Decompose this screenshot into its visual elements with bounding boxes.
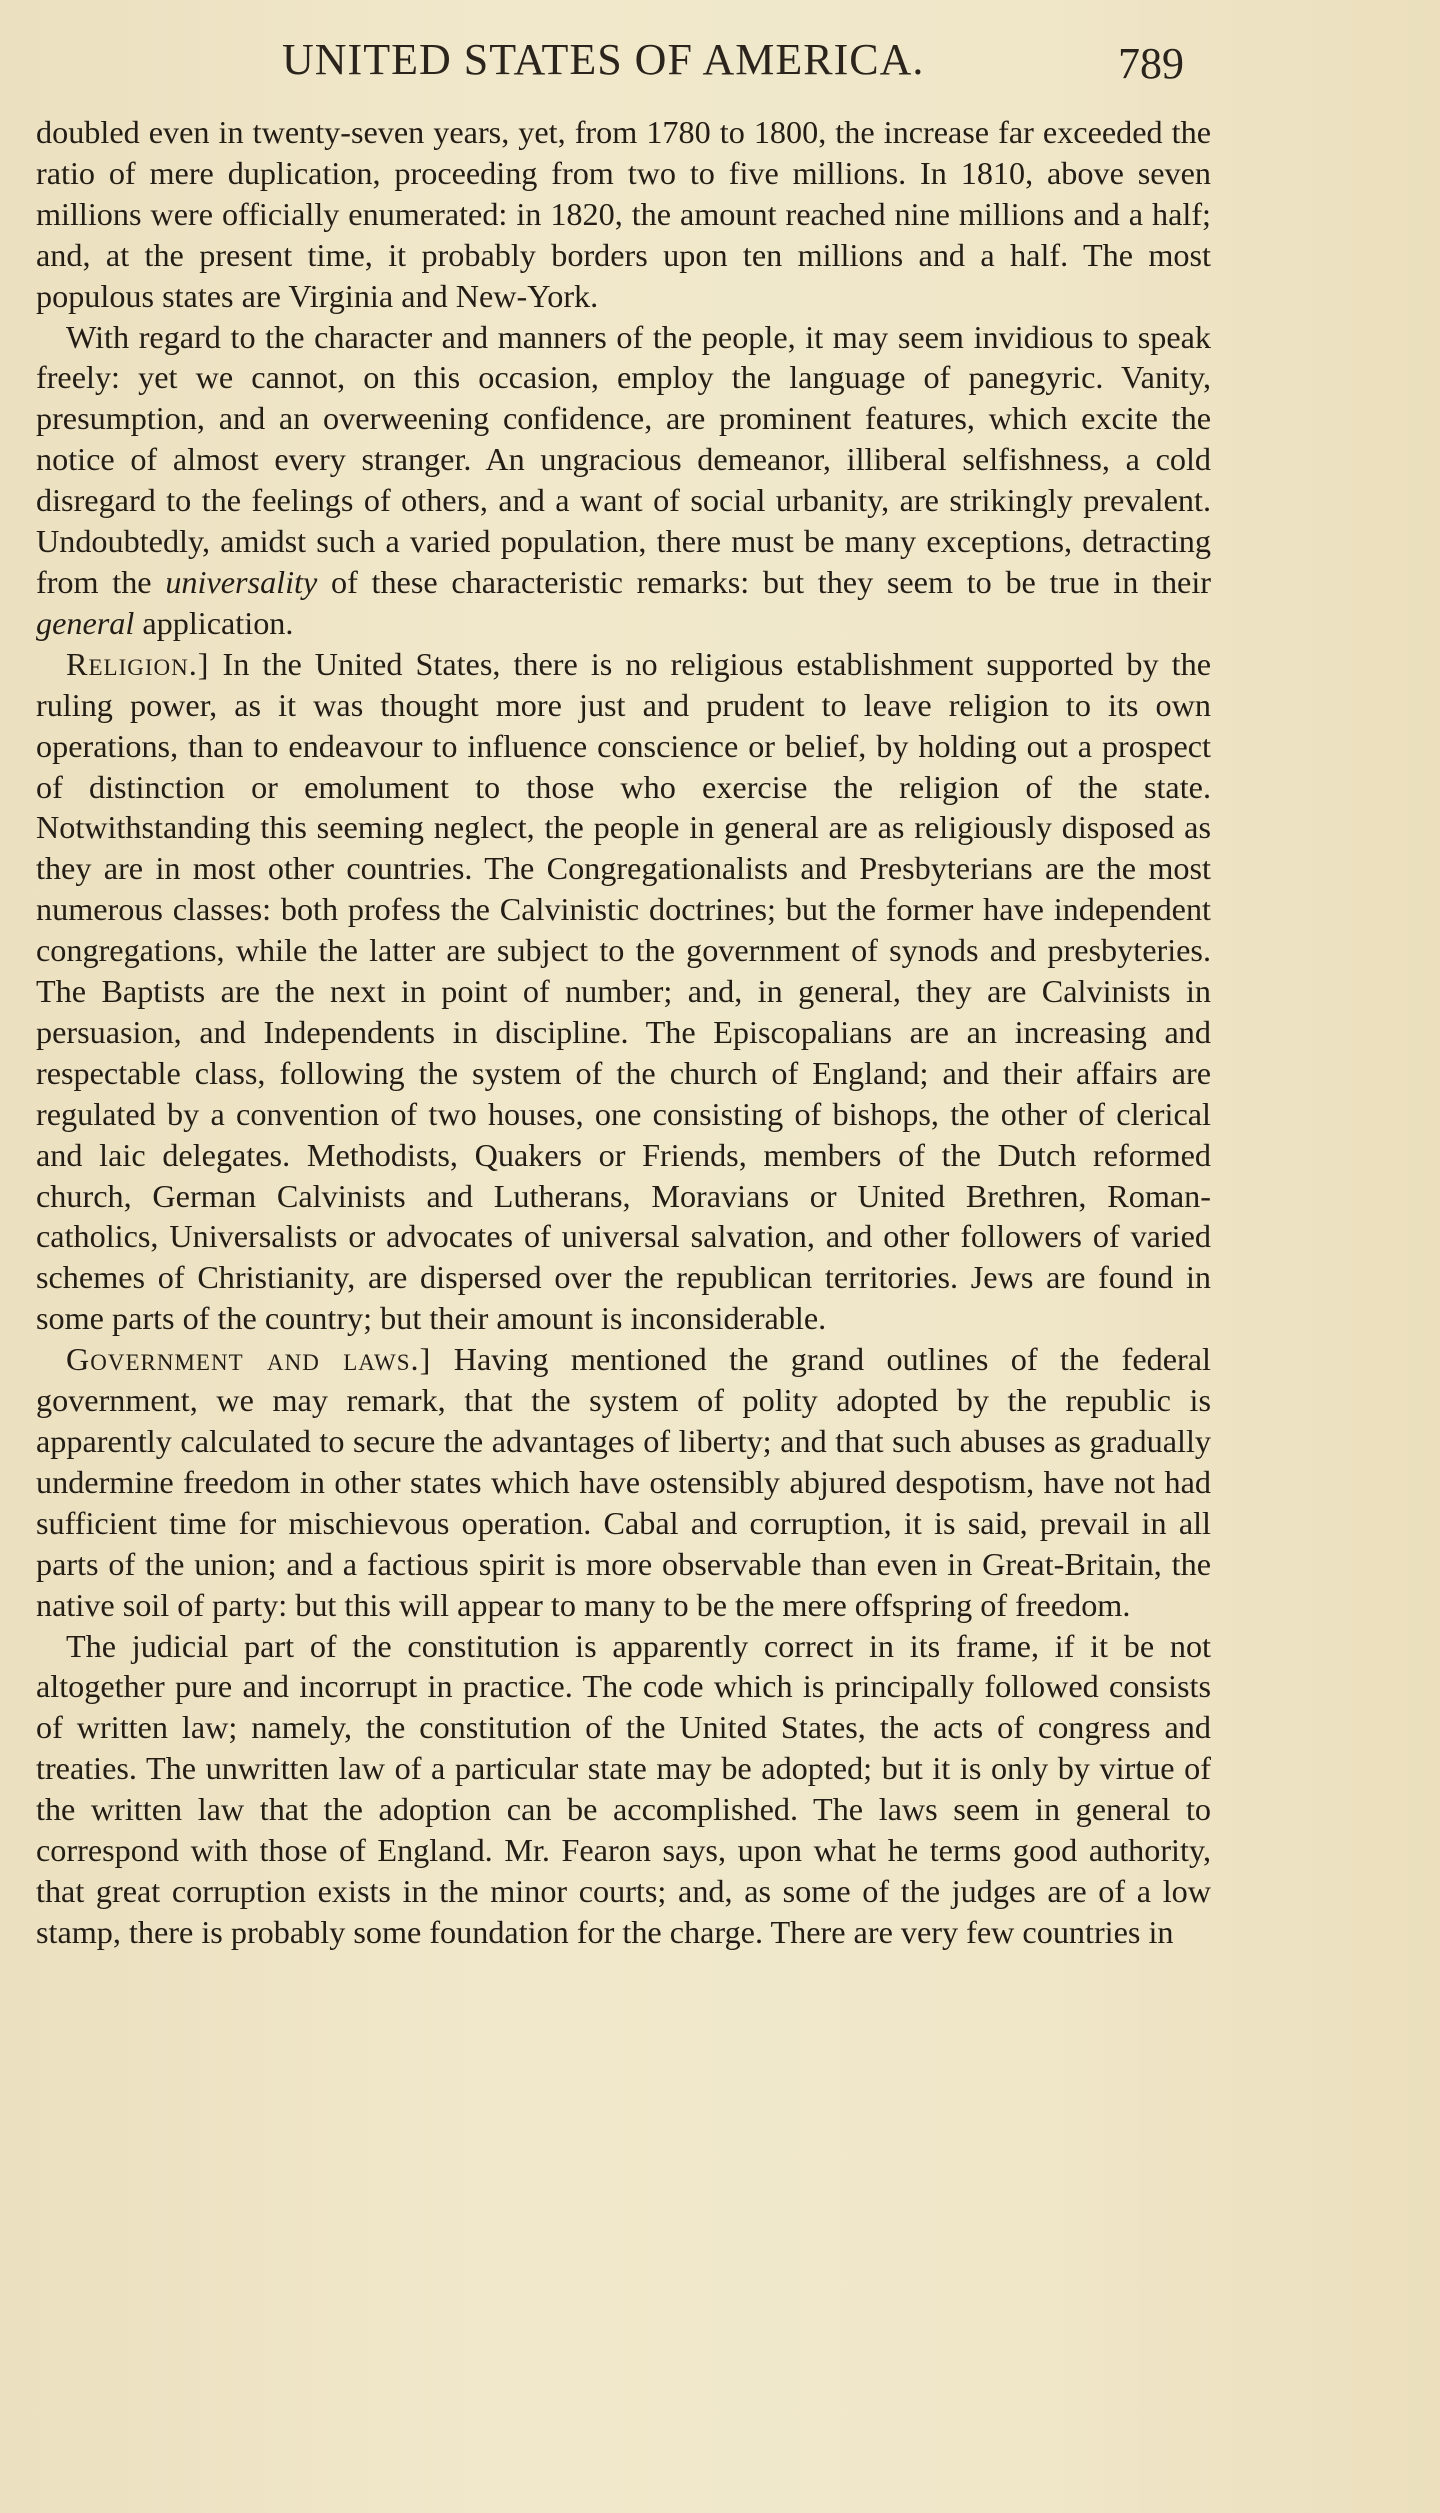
section-heading: Government and laws.] [66,1341,432,1378]
paragraph-text: doubled even in twenty-seven years, yet, from 1780 to 1800, the increase far exceeded the ratio of mere duplication, proceeding from two to five millions. In 1810, above seven millions were officially enumerated: in 1820, the amount reached nine millions and a half; and, at the present time, it probably borders upon ten millions and a half. The most populous states are Virginia and New-York. [36,114,1211,314]
page-header [36,34,1216,94]
paragraph-government [36,1339,1211,1625]
paragraph-text: With regard to the character and manners of the people, it may seem invidious to speak freely: yet we cannot, on this occasion, employ the language of panegyric. Vanity, presumption, and an overweening confidence, are prominent features, which excite the notice of almost every stranger. An ungracious demeanor, illiberal selfishness, a cold disregard to the feelings of others, and a want of social urbanity, are strikingly prevalent. Undoubtedly, amidst such a varied population, there must be many exceptions, detracting from the [36,318,1211,600]
paragraph-text: application. [134,604,294,641]
running-head: UNITED STATES OF AMERICA. [282,35,925,84]
paragraph-character [36,317,1211,644]
paragraph-text: Having mentioned the grand outlines of the federal government, we may remark, that the system of polity adopted by the republic is apparently calculated to secure the advantages of liberty; and that such abuses as gradually undermine freedom in other states which have ostensibly abjured despotism, have not had sufficient time for mischievous operation. Cabal and corruption, it is said, prevail in all parts of the union; and a factious spirit is more observable than even in Great-Britain, the native soil of party: but this will appear to many to be the mere offspring of freedom. [36,1341,1211,1623]
body-text [36,112,1211,1953]
section-heading: Religion.] [66,645,210,682]
paragraph-judicial [36,1626,1211,1953]
page-number: 789 [1118,39,1184,88]
paragraph-population [36,112,1211,317]
paragraph-text: of these characteristic remarks: but they seem to be true in their [317,563,1212,600]
italic-term: general [36,604,135,641]
paragraph-religion [36,644,1211,1339]
paragraph-text: The judicial part of the constitution is apparently correct in its frame, if it be not altogether pure and incorrupt in practice. The code which is principally followed consists of written law; namely, the constitution of the United States, the acts of congress and treaties. The unwritten law of a particular state may be adopted; but it is only by virtue of the written law that the adoption can be accomplished. The laws seem in general to correspond with those of England. Mr. Fearon says, upon what he terms good authority, that great corruption exists in the minor courts; and, as some of the judges are of a low stamp, there is probably some foundation for the charge. There are very few countries in [36,1627,1211,1950]
italic-term: universality [165,563,318,600]
paragraph-text: In the United States, there is no religious establishment supported by the ruling power, as it was thought more just and prudent to leave religion to its own operations, than to endeavour to influence conscience or belief, by holding out a prospect of distinction or emolument to those who exercise the religion of the state. Notwithstanding this seeming neglect, the people in general are as religiously disposed as they are in most other countries. The Congregationalists and Presbyterians are the most numerous classes: both profess the Calvinistic doctrines; but the former have independent congregations, while the latter are subject to the government of synods and presbyteries. The Baptists are the next in point of number; and, in general, they are Calvinists in persuasion, and Independents in discipline. The Episcopalians are an increasing and respectable class, following the system of the church of England; and their affairs are regulated by a convention of two houses, one consisting of bishops, the other of clerical and laic delegates. Methodists, Quakers or Friends, members of the Dutch reformed church, German Calvinists and Lutherans, Moravians or United Brethren, Roman-catholics, Universalists or advocates of universal salvation, and other followers of varied schemes of Christianity, are dispersed over the republican territories. Jews are found in some parts of the country; but their amount is inconsiderable. [36,645,1211,1337]
